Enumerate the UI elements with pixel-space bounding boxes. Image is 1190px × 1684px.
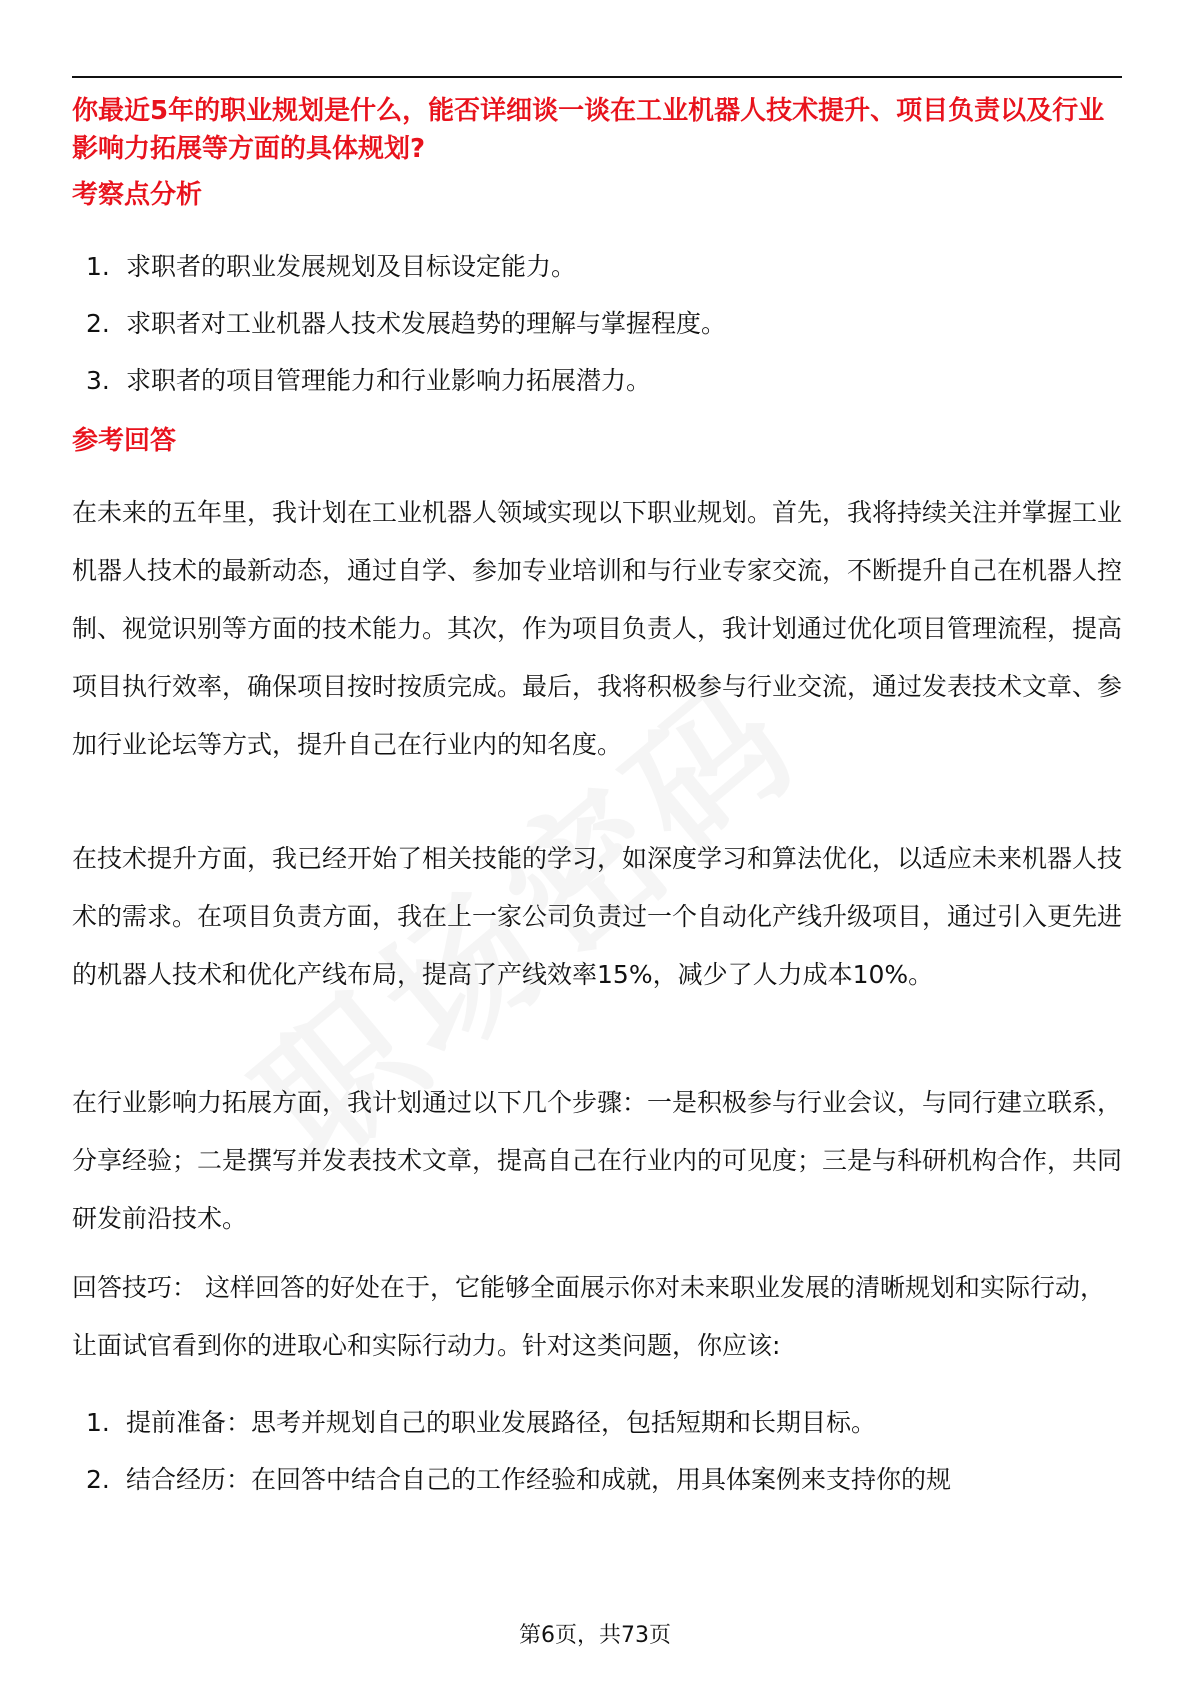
document-page <box>72 0 1122 1684</box>
answer-paragraph-3: 在行业影响力拓展方面，我计划通过以下几个步骤：一是积极参与行业会议，与同行建立联系，分享经验；二是撰写并发表技术文章，提高自己在行业内的可见度；三是与科研机构合作，共同研发前沿技术。 <box>72 1088 1123 1233</box>
list-item: 1. 提前准备：思考并规划自己的职业发展路径，包括短期和长期目标。 <box>86 1408 877 1437</box>
list-item: 1. 求职者的职业发展规划及目标设定能力。 <box>86 252 577 281</box>
answer-paragraph-2: 在技术提升方面，我已经开始了相关技能的学习，如深度学习和算法优化，以适应未来机器人技术的需求。在项目负责方面，我在上一家公司负责过一个自动化产线升级项目，通过引入更先进的机器人技术和优化产线布局，提高了产线效率15%，减少了人力成本10%。 <box>72 844 1123 989</box>
analysis-list <box>72 238 1122 409</box>
answer-tips-intro: 回答技巧： 这样回答的好处在于，它能够全面展示你对未来职业发展的清晰规划和实际行动，让面试官看到你的进取心和实际行动力。针对这类问题，你应该: <box>72 1273 1105 1360</box>
top-rule <box>72 76 1122 78</box>
list-item: 2. 结合经历：在回答中结合自己的工作经验和成就，用具体案例来支持你的规 <box>86 1465 952 1494</box>
page-footer: 第6页，共73页 <box>519 1623 671 1648</box>
answer-paragraph-1: 在未来的五年里，我计划在工业机器人领域实现以下职业规划。首先，我将持续关注并掌握工业机器人技术的最新动态，通过自学、参加专业培训和与行业专家交流，不断提升自己在机器人控制、视觉识别等方面的技术能力。其次，作为项目负责人，我计划通过优化项目管理流程，提高项目执行效率，确保项目按时按质完成。最后，我将积极参与行业交流，通过发表技术文章、参加行业论坛等方式，提升自己在行业内的知名度。 <box>72 498 1123 759</box>
tips-list <box>72 1394 1122 1508</box>
answer-heading: 参考回答 <box>72 426 177 456</box>
list-item: 3. 求职者的项目管理能力和行业影响力拓展潜力。 <box>86 366 652 395</box>
question-heading: 你最近5年的职业规划是什么，能否详细谈一谈在工业机器人技术提升、项目负责以及行业影响力拓展等方面的具体规划? <box>72 96 1105 164</box>
list-item: 2. 求职者对工业机器人技术发展趋势的理解与掌握程度。 <box>86 309 727 338</box>
analysis-heading: 考察点分析 <box>72 180 203 210</box>
